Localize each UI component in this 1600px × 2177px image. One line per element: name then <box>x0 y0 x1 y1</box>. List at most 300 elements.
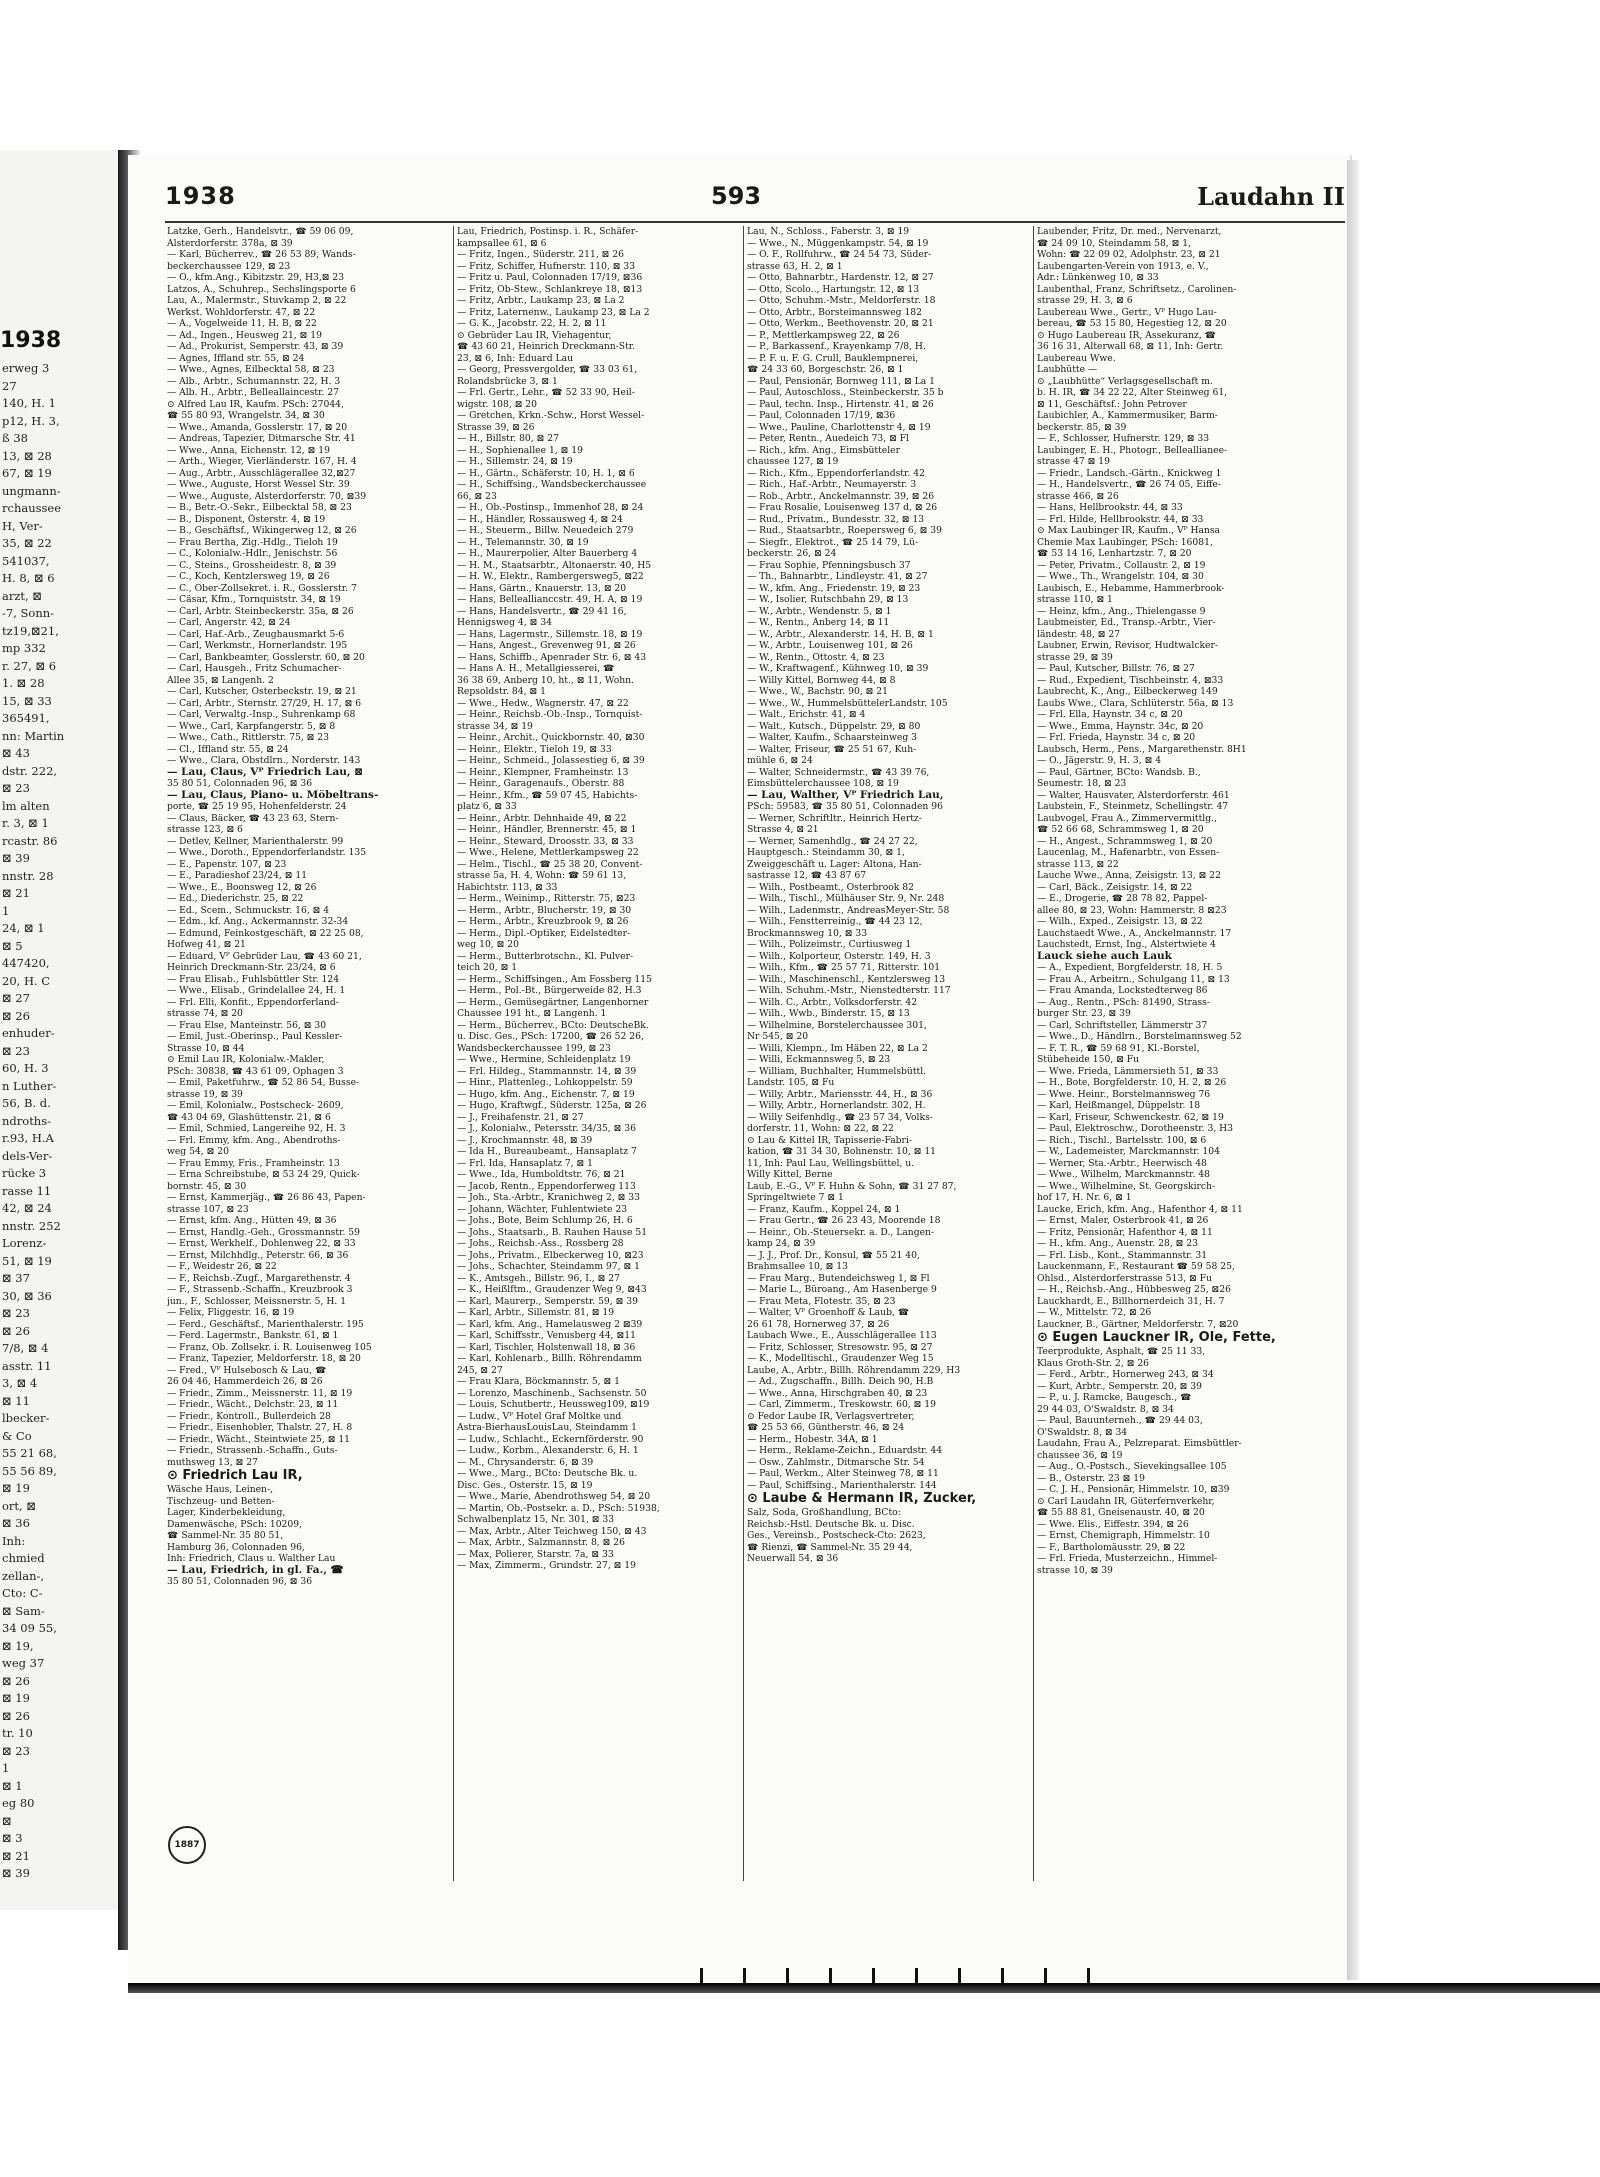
directory-entry-line: — Heinr., Kfm., ☎ 59 07 45, Habichts- <box>457 789 638 801</box>
previous-page-line: 1. ⊠ 28 <box>2 676 45 690</box>
directory-entry-line: Laubs Wwe., Clara, Schlüterstr. 56a, ⊠ 13 <box>1037 697 1234 709</box>
directory-entry-line: — Wwe., Carl, Karpfangerstr. 5, ⊠ 8 <box>167 720 336 732</box>
directory-entry-line: — Wwe. Frieda, Lämmersieth 51, ⊠ 33 <box>1037 1065 1219 1077</box>
previous-page-line: 51, ⊠ 19 <box>2 1253 52 1268</box>
directory-entry-line: — Frl. Elli, Konfit., Eppendorferland- <box>167 996 339 1008</box>
directory-entry-line: — Hans, Lagermstr., Sillemstr. 18, ⊠ 19 <box>457 628 643 640</box>
header-section-name: Laudahn II <box>1197 182 1345 211</box>
directory-entry-line: — Wilh. Schuhm.-Mstr., Nienstedterstr. 117 <box>747 985 951 996</box>
directory-entry-line: — W., Rentn., Ottostr. 4, ⊠ 23 <box>747 651 885 663</box>
directory-entry-line: — C., Koch, Kentzlersweg 19, ⊠ 26 <box>167 571 330 582</box>
directory-entry-line: — Joh., Sta.-Arbtr., Kranichweg 2, ⊠ 33 <box>457 1192 640 1203</box>
directory-entry-line: — Max, Polierer, Starstr. 7a, ⊠ 33 <box>457 1548 614 1560</box>
directory-entry-line: — H., Händler, Rossausweg 4, ⊠ 24 <box>457 513 623 525</box>
directory-entry-line: ⊠ 11, Geschäftsf.: John Petrover <box>1037 398 1187 410</box>
header-rule <box>165 221 1345 223</box>
directory-entry-line: — Wwe., Agnes, Eilbecktal 58, ⊠ 23 <box>167 364 335 375</box>
directory-entry-line: — Fritz, Schlosser, Stresowstr. 95, ⊠ 27 <box>747 1341 933 1353</box>
directory-entry-line: 29 44 03, O'Swaldstr. 8, ⊠ 34 <box>1037 1403 1174 1415</box>
directory-entry-line: — Emil, Just.-Oberinsp., Paul Kessler- <box>167 1031 343 1042</box>
directory-column-4 <box>1037 226 1319 1881</box>
previous-page-line: ⊠ 26 <box>2 1008 30 1023</box>
directory-entry-line: — F., Schlosser, Hufnerstr. 129, ⊠ 33 <box>1037 433 1210 444</box>
directory-entry-line: — Ernst, Milchhdlg., Peterstr. 66, ⊠ 36 <box>167 1249 349 1261</box>
directory-entry-line: ⊙ „Laubhütte“ Verlagsgesellschaft m. <box>1037 375 1213 387</box>
directory-entry-line: — Wwe., Hermine, Schleidenplatz 19 <box>457 1054 631 1065</box>
directory-entry-line: — Carl, Haf.-Arb., Zeughausmarkt 5-6 <box>167 628 345 640</box>
directory-entry-line: — O., Jägerstr. 9, H. 3, ⊠ 4 <box>1037 755 1162 766</box>
directory-entry-line: — Ernst, Maler, Osterbrook 41, ⊠ 26 <box>1037 1215 1209 1226</box>
directory-entry-line: Reichsb.-Hstl. Deutsche Bk. u. Disc. <box>747 1518 915 1530</box>
directory-entry-line: Salz, Soda, Großhandlung, BCto: <box>747 1507 901 1518</box>
directory-entry-line: Laubner, Erwin, Revisor, Hudtwalcker- <box>1037 640 1218 651</box>
directory-entry-line: Laubsch, Herm., Pens., Margarethenstr. 8H1 <box>1037 743 1247 755</box>
directory-entry-line: strasse 5a, H. 4, Wohn: ☎ 59 61 13, <box>457 870 627 881</box>
page-header <box>165 180 1345 220</box>
directory-entry-line: Werkst. Wohldorferstr. 47, ⊠ 22 <box>167 306 316 318</box>
directory-entry-line: — K., Modelltischl., Graudenzer Weg 15 <box>747 1353 934 1364</box>
previous-page-line: lbecker- <box>2 1411 50 1425</box>
directory-entry-line: — Wwe., Doroth., Eppendorferlandstr. 135 <box>167 847 367 858</box>
directory-entry-line: Strasse 10, ⊠ 44 <box>167 1042 245 1054</box>
directory-entry-line: — Franz, Ob. Zollsekr. i. R. Louisenweg 105 <box>167 1341 372 1353</box>
directory-entry-line: ländestr. 48, ⊠ 27 <box>1037 628 1121 640</box>
directory-entry-line: chaussee 36, ⊠ 19 <box>1037 1449 1123 1461</box>
directory-entry-line: — Karl, Heißmangel, Düppelstr. 18 <box>1037 1100 1201 1111</box>
directory-entry-line: — Ernst, Werkhelf., Dohlenweg 22, ⊠ 33 <box>167 1238 356 1249</box>
directory-entry-line: — Frl. Frieda, Haynstr. 34 c, ⊠ 20 <box>1037 732 1196 743</box>
directory-column-1 <box>167 226 449 1881</box>
directory-entry-line: strasse 110, ⊠ 1 <box>1037 594 1113 605</box>
directory-entry-line: — H., Reichsb.-Ang., Hübbesweg 25, ⊠26 <box>1037 1284 1231 1295</box>
directory-entry-line: — Lau, Friedrich, in gl. Fa., ☎ <box>167 1564 344 1576</box>
directory-entry-line: — Frl. Hildeg., Stammannstr. 14, ⊠ 39 <box>457 1065 637 1077</box>
directory-entry-line: — W., Arbtr., Wendenstr. 5, ⊠ 1 <box>747 605 892 617</box>
directory-entry-line: — Hans, Belleallianccstr. 49, H. A, ⊠ 19 <box>457 594 643 605</box>
directory-entry-line: — Heinr., Ob.-Steuersekr. a. D., Langen- <box>747 1226 935 1238</box>
previous-page-line: 34 09 55, <box>2 1621 57 1635</box>
directory-entry-line: Lager, Kinderbekleidung, <box>167 1507 286 1518</box>
directory-entry-line: strasse 466, ⊠ 26 <box>1037 490 1119 502</box>
directory-entry-line: — Hinr., Plattenleg., Lohkoppelstr. 59 <box>457 1077 633 1088</box>
directory-entry-line: — Hugo, kfm. Ang., Eichenstr. 7, ⊠ 19 <box>457 1088 635 1100</box>
directory-entry-line: — Walt., Kutsch., Düppelstr. 29, ⊠ 80 <box>747 720 921 732</box>
previous-page-line: 140, H. 1 <box>2 396 56 410</box>
directory-entry-line: Allee 35, ⊠ Langenh. 2 <box>167 674 274 686</box>
directory-entry-line: — Karl, Maurerp., Semperstr. 59, ⊠ 39 <box>457 1295 638 1307</box>
directory-entry-line: — Rich., Tischl., Bartelsstr. 100, ⊠ 6 <box>1037 1134 1207 1146</box>
directory-entry-line: — Karl, Bücherrev., ☎ 26 53 89, Wands- <box>167 249 356 260</box>
directory-entry-line: — Wwe., E., Boonsweg 12, ⊠ 26 <box>167 881 317 893</box>
directory-entry-line: Astra-BierhausLouisLau, Steindamm 1 <box>457 1422 637 1433</box>
directory-entry-line: — Johs., Privatm., Elbeckerweg 10, ⊠23 <box>457 1249 644 1261</box>
directory-entry-line: Landstr. 105, ⊠ Fu <box>747 1077 835 1088</box>
directory-entry-line: Laucke, Erich, kfm. Ang., Hafenthor 4, ⊠ 11 <box>1037 1203 1243 1215</box>
directory-entry-line: — Emil, Schmied, Langereihe 92, H. 3 <box>167 1123 346 1134</box>
directory-entry-line: — Frau Elisab., Fuhlsbüttler Str. 124 <box>167 973 340 985</box>
directory-entry-line: — Alb. H., Arbtr., Belleallaincestr. 27 <box>167 387 340 398</box>
previous-page-line: arzt, ⊠ <box>2 588 42 603</box>
directory-entry-line: 35 80 51, Colonnaden 96, ⊠ 36 <box>167 1576 313 1587</box>
directory-entry-line: — J., Freihafenstr. 21, ⊠ 27 <box>457 1111 584 1123</box>
directory-entry-line: 23, ⊠ 6, Inh: Eduard Lau <box>457 352 573 364</box>
directory-entry-line: — Wwe., Ida, Humboldtstr. 76, ⊠ 21 <box>457 1169 626 1180</box>
previous-page-line: ⊠ 23 <box>2 1306 30 1320</box>
previous-page-line: 20, H. C <box>2 973 51 988</box>
directory-column-3 <box>747 226 1029 1881</box>
previous-page-line: ndroths- <box>2 1113 52 1128</box>
directory-entry-line: — Georg, Pressvergolder, ☎ 33 03 61, <box>457 364 638 375</box>
directory-entry-line: kamp 24, ⊠ 39 <box>747 1238 816 1249</box>
directory-entry-line: — Wwe., Auguste, Alsterdorferstr. 70, ⊠39 <box>167 490 367 502</box>
directory-entry-line: — Karl, Schiffsstr., Venusberg 44, ⊠11 <box>457 1330 636 1341</box>
directory-entry-line: Laubinger, E. H., Photogr., Belleallianee- <box>1037 444 1228 456</box>
directory-entry-line: — Willy, Arbtr., Mariensstr. 44, H., ⊠ 36 <box>747 1088 933 1100</box>
directory-entry-line: ☎ Sammel-Nr. 35 80 51, <box>167 1530 284 1541</box>
directory-entry-line: u. Disc. Ges., PSch: 17200, ☎ 26 52 26, <box>457 1031 644 1042</box>
directory-entry-line: — Arth., Wieger, Vierländerstr. 167, H. 4 <box>167 456 357 467</box>
directory-entry-line: teich 20, ⊠ 1 <box>457 962 518 973</box>
directory-entry-line: Laubvogel, Frau A., Zimmervermittlg., <box>1037 812 1217 824</box>
directory-entry-line: — Heinr., Archit., Quickbornstr. 40, ⊠30 <box>457 732 645 743</box>
directory-entry-line: — Herm., Arbtr., Blucherstr. 19, ⊠ 30 <box>457 904 632 916</box>
directory-entry-line: — Willy Seifenhdlg., ☎ 23 57 34, Volks- <box>747 1111 933 1123</box>
previous-page-line: asstr. 11 <box>2 1358 52 1373</box>
previous-page-line: ⊠ Sam- <box>2 1603 45 1618</box>
directory-entry-line: Laubender, Fritz, Dr. med., Nervenarzt, <box>1037 226 1222 237</box>
directory-entry-line: — E., Papenstr. 107, ⊠ 23 <box>167 858 287 870</box>
directory-entry-line: — W., Arbtr., Alexanderstr. 14, H. B, ⊠ 1 <box>747 628 934 640</box>
directory-entry-line: — Felix, Fliggestr. 16, ⊠ 19 <box>167 1307 295 1318</box>
directory-entry-line: Laubisch, E., Hebamme, Hammerbrook- <box>1037 582 1225 594</box>
directory-entry-line: — Friedr., Strassenb.-Schaffn., Guts- <box>167 1445 338 1456</box>
previous-page-line: lm alten <box>2 798 50 813</box>
directory-entry-line: — Ernst, Kammerjäg., ☎ 26 86 43, Papen- <box>167 1192 366 1203</box>
directory-entry-line: — W., Isolier, Rutschbahn 29, ⊠ 13 <box>747 594 909 605</box>
directory-entry-line: Rolandsbrücke 3, ⊠ 1 <box>457 375 558 387</box>
directory-entry-line: Lauchstedt, Ernst, Ing., Alstertwiete 4 <box>1037 939 1216 950</box>
directory-entry-line: — Detlev, Kellner, Marienthalerstr. 99 <box>167 835 344 847</box>
directory-entry-line: — Friedr., Landsch.-Gärtn., Knickweg 1 <box>1037 467 1222 479</box>
directory-entry-line: — Heinr., Arbtr. Dehnhaide 49, ⊠ 22 <box>457 812 627 824</box>
directory-entry-line: ⊙ Lau & Kittel IR, Tapisserie-Fabri- <box>747 1134 912 1146</box>
previous-page-line: Inh: <box>2 1533 26 1548</box>
directory-entry-line: — P., u. J. Ramcke, Baugesch., ☎ <box>1037 1392 1192 1403</box>
directory-entry-line: — Frau Gertr., ☎ 26 23 43, Moorende 18 <box>747 1215 941 1226</box>
directory-entry-line: — Siegfr., Elektrot., ☎ 25 14 79, Lü- <box>747 536 919 548</box>
directory-entry-line: — H., Bote, Borgfelderstr. 10, H. 2, ⊠ 26 <box>1037 1077 1227 1088</box>
directory-entry-line: — Fritz, Pensionär, Hafenthor 4, ⊠ 11 <box>1037 1226 1213 1238</box>
directory-entry-line: Lauche Wwe., Anna, Zeisigstr. 13, ⊠ 22 <box>1037 870 1221 881</box>
directory-entry-line: — Hans, Angest., Grevenweg 91, ⊠ 26 <box>457 640 636 651</box>
directory-entry-line: — Ed., Scem., Schmuckstr. 16, ⊠ 4 <box>167 904 330 916</box>
directory-entry-line: Nr 545, ⊠ 20 <box>747 1031 809 1042</box>
previous-page-line: ⊠ 11 <box>2 1393 30 1408</box>
directory-entry-line: — Emil, Paketfuhrw., ☎ 52 86 54, Busse- <box>167 1077 360 1088</box>
previous-page-line: rcastr. 86 <box>2 833 58 848</box>
header-year: 1938 <box>165 182 236 210</box>
directory-entry-line: — Paul, Pensionär, Bornweg 111, ⊠ La 1 <box>747 375 936 387</box>
directory-entry-line: — B., Disponent, Österstr. 4, ⊠ 19 <box>167 513 326 525</box>
previous-page-line: 541037, <box>2 553 50 568</box>
directory-entry-line: Wohn: ☎ 22 09 02, Adolphstr. 23, ⊠ 21 <box>1037 249 1221 260</box>
directory-entry-line: — Gretchen, Krkn.-Schw., Horst Wessel- <box>457 410 645 421</box>
directory-entry-line: — Paul, techn. Insp., Hirtenstr. 41, ⊠ 26 <box>747 398 934 410</box>
directory-entry-line: — Johs., Reichsb.-Ass., Rossberg 28 <box>457 1238 624 1249</box>
directory-entry-line: — H., Telemannstr. 30, ⊠ 19 <box>457 536 589 548</box>
previous-page-line: rchaussee <box>2 501 62 515</box>
directory-entry-line: Laubichler, A., Kammermusiker, Barm- <box>1037 410 1218 421</box>
directory-entry-line: ⊙ Fedor Laube IR, Verlagsvertreter, <box>747 1410 915 1422</box>
previous-page-line: 30, ⊠ 36 <box>2 1288 52 1303</box>
directory-entry-line: — Peter, Privatm., Collaustr. 2, ⊠ 19 <box>1037 559 1206 571</box>
previous-page-line: rücke 3 <box>2 1166 47 1180</box>
directory-entry-line: Schwalbenplatz 15, Nr. 301, ⊠ 33 <box>457 1514 615 1525</box>
directory-entry-line: — Wwe., Cath., Rittlerstr. 75, ⊠ 23 <box>167 732 329 743</box>
directory-entry-line: muthsweg 13, ⊠ 27 <box>167 1456 258 1468</box>
previous-page-line: Cto: C- <box>2 1586 43 1600</box>
directory-entry-line: beckerstr. 85, ⊠ 39 <box>1037 421 1127 433</box>
directory-entry-line: — Fritz u. Paul, Colonnaden 17/19, ⊠36 <box>457 272 643 283</box>
previous-page-line: 13, ⊠ 28 <box>2 448 52 463</box>
previous-page-edge <box>0 150 126 1910</box>
directory-entry-line: — W., Arbtr., Louisenweg 101, ⊠ 26 <box>747 640 913 651</box>
directory-entry-line: — Wwe., Th., Wrangelstr. 104, ⊠ 30 <box>1037 571 1204 582</box>
previous-page-line: nnstr. 252 <box>2 1218 61 1233</box>
directory-entry-line: — Walter, Kaufm., Schaarsteinweg 3 <box>747 732 918 743</box>
directory-entry-line: — K., Amtsgeh., Billstr. 96, I., ⊠ 27 <box>457 1272 620 1284</box>
directory-entry-line: — Kurt, Arbtr., Semperstr. 20, ⊠ 39 <box>1037 1380 1202 1392</box>
directory-entry-line: Laucenlag, M., Hafenarbtr., von Essen- <box>1037 847 1220 858</box>
directory-entry-line: — Osw., Zahlmstr., Ditmarsche Str. 54 <box>747 1456 925 1468</box>
directory-entry-line: — H., Gärtn., Schäferstr. 10, H. 1, ⊠ 6 <box>457 467 635 479</box>
directory-entry-line: — P., Mettlerkampsweg 22, ⊠ 26 <box>747 329 900 341</box>
directory-entry-line: — Walter, Hausvater, Alsterdorferstr. 461 <box>1037 789 1230 801</box>
previous-page-line: tz19,⊠21, <box>2 623 59 638</box>
directory-entry-line: Latzke, Gerh., Handelsvtr., ☎ 59 06 09, <box>167 226 354 237</box>
directory-entry-line: weg 10, ⊠ 20 <box>457 939 519 950</box>
directory-entry-line: Hamburg 36, Colonnaden 96, <box>167 1541 305 1553</box>
directory-entry-line: — F., Weidestr 26, ⊠ 22 <box>167 1261 277 1272</box>
directory-entry-line: — Fritz, Laternenw., Laukamp 23, ⊠ La 2 <box>457 306 650 318</box>
directory-entry-line: — B., Osterstr. 23 ⊠ 19 <box>1037 1472 1145 1484</box>
directory-entry-line: — Ferd., Geschäftsf., Marienthalerstr. 195 <box>167 1318 364 1330</box>
directory-entry-line: — Wwe., Anna, Eichenstr. 12, ⊠ 19 <box>167 444 330 456</box>
directory-entry-line: Brahmsallee 10, ⊠ 13 <box>747 1261 848 1272</box>
directory-entry-line: — Wilh., Ladenmstr., AndreasMeyer-Str. 58 <box>747 904 950 916</box>
previous-page-line: ungmann- <box>2 483 61 498</box>
directory-entry-line: platz 6, ⊠ 33 <box>457 801 517 812</box>
directory-entry-line: — Carl, Schriftsteller, Lämmerstr 37 <box>1037 1019 1208 1031</box>
directory-entry-line: — Carl, Arbtr. Steinbeckerstr. 35a, ⊠ 26 <box>167 605 354 617</box>
directory-entry-line: — Wilh., Polizeimstr., Curtiusweg 1 <box>747 939 912 950</box>
directory-entry-line: — H., Angest., Schrammsweg 1, ⊠ 20 <box>1037 835 1213 847</box>
directory-entry-line: — P. F. u. F. G. Crull, Bauklempnerei, <box>747 352 919 364</box>
directory-entry-line: — Friedr., Zimm., Meissnerstr. 11, ⊠ 19 <box>167 1387 353 1399</box>
directory-entry-line: — Wwe., W., HummelsbüttelerLandstr. 105 <box>747 697 948 709</box>
directory-entry-line: — Paul, Autoschloss., Steinbeckerstr. 35 b <box>747 387 944 398</box>
directory-entry-line: weg 54, ⊠ 20 <box>167 1146 229 1157</box>
directory-entry-line: — Frl. Ella, Haynstr. 34 c, ⊠ 20 <box>1037 709 1183 720</box>
previous-page-line: dels-Ver- <box>2 1148 53 1163</box>
previous-page-line: rasse 11 <box>2 1183 52 1198</box>
directory-entry-line: — Wilh., Tischl., Mülhäuser Str. 9, Nr. 248 <box>747 893 945 904</box>
directory-entry-line: — Walter, Vᴾ Groenhoff & Laub, ☎ <box>747 1307 910 1318</box>
directory-entry-line: — Wwe., Hedw., Wagnerstr. 47, ⊠ 22 <box>457 697 629 709</box>
previous-page-line: ⊠ 39 <box>2 851 30 865</box>
directory-entry-line: — Frau Amanda, Lockstedterweg 86 <box>1037 985 1208 996</box>
previous-page-line: 42, ⊠ 24 <box>2 1201 52 1215</box>
column-divider <box>453 226 454 1881</box>
directory-entry-line: — B., Geschäftsf., Wikingerweg 12, ⊠ 26 <box>167 525 357 536</box>
directory-entry-line: — Frl. Gertr., Lehr., ☎ 52 33 90, Heil- <box>457 387 635 398</box>
directory-entry-line: — Wwe., Wilhelm, Marckmannstr. 48 <box>1037 1169 1210 1180</box>
directory-entry-line: Habichtstr. 113, ⊠ 33 <box>457 881 558 893</box>
previous-page-lines <box>2 360 64 1883</box>
directory-entry-line: Tischzeug- und Betten- <box>167 1495 275 1507</box>
directory-entry-line: — Hans, Hellbrookstr. 44, ⊠ 33 <box>1037 502 1183 513</box>
directory-entry-line: Laubmeister, Ed., Transp.-Arbtr., Vier- <box>1037 617 1216 628</box>
previous-page-line: H, Ver- <box>2 518 43 533</box>
previous-page-line: ⊠ 21 <box>2 886 30 900</box>
previous-page-line: ⊠ 27 <box>2 991 30 1005</box>
directory-entry-line: — Wwe., Wilhelmine, St. Georgskirch- <box>1037 1180 1216 1192</box>
directory-entry-line: — Claus, Bäcker, ☎ 43 23 63, Stern- <box>167 812 339 824</box>
previous-page-line: r.93, H.A <box>2 1131 54 1145</box>
directory-entry-line: Zweiggeschäft u. Lager: Altona, Han- <box>747 858 922 870</box>
directory-entry-line: Lau, N., Schloss., Faberstr. 3, ⊠ 19 <box>747 226 910 237</box>
directory-entry-line: — Herm., Bücherrev., BCto: DeutscheBk. <box>457 1019 649 1031</box>
directory-entry-line: — Carl, Bankbeamter, Gosslerstr. 60, ⊠ 20 <box>167 651 365 663</box>
directory-entry-line: — Heinz, kfm., Ang., Thielengasse 9 <box>1037 605 1206 617</box>
directory-entry-line: Adr.: Lünkenweg 10, ⊠ 33 <box>1037 272 1159 283</box>
directory-entry-line: strasse 19, ⊠ 39 <box>167 1088 243 1100</box>
previous-page-line: 35, ⊠ 22 <box>2 536 52 550</box>
directory-entry-line: Laubrecht, K., Ang., Eilbeckerweg 149 <box>1037 686 1218 697</box>
scan-bottom-edge <box>128 1983 1600 1993</box>
directory-entry-line: — Max, Arbtr., Salzmannstr. 8, ⊠ 26 <box>457 1537 625 1548</box>
directory-entry-line: — Aug., O.-Postsch., Sievekingsallee 105 <box>1037 1461 1227 1472</box>
directory-entry-line: ☎ 43 04 69, Glashüttenstr. 21, ⊠ 6 <box>167 1111 331 1123</box>
directory-entry-line: Teerprodukte, Asphalt, ☎ 25 11 33, <box>1037 1346 1206 1357</box>
directory-entry-line: Chaussee 191 ht., ⊠ Langenh. 1 <box>457 1008 607 1019</box>
directory-entry-line: — Ludw., Korbm., Alexanderstr. 6, H. 1 <box>457 1445 639 1456</box>
previous-page-line: ⊠ 23 <box>2 1043 30 1058</box>
column-divider <box>1033 226 1034 1881</box>
directory-entry-line: strasse 47 ⊠ 19 <box>1037 456 1110 467</box>
directory-entry-line: Ges., Vereinsb., Postscheck-Cto: 2623, <box>747 1530 926 1541</box>
directory-entry-line: — Frau Bertha, Zig.-Hdlg., Tieloh 19 <box>167 536 338 548</box>
directory-entry-line: — Lau, Claus, Piano- u. Möbeltrans- <box>167 789 379 801</box>
directory-entry-line: strasse 10, ⊠ 39 <box>1037 1564 1113 1576</box>
directory-entry-line: — H., Handelsvertr., ☎ 26 74 05, Eiffe- <box>1037 479 1221 490</box>
previous-page-line: ⊠ 3 <box>2 1831 23 1845</box>
directory-entry-line: ⊙ Laube & Hermann IR, Zucker, <box>747 1491 977 1506</box>
directory-entry-line: kampsallee 61, ⊠ 6 <box>457 237 547 249</box>
previous-page-line: ⊠ 36 <box>2 1516 30 1530</box>
previous-page-line: 365491, <box>2 711 50 725</box>
directory-entry-line: Inh: Friedrich, Claus u. Walther Lau <box>167 1553 336 1564</box>
directory-entry-line: ☎ 24 33 60, Borgeschstr. 26, ⊠ 1 <box>747 364 904 375</box>
previous-page-line: dstr. 222, <box>2 763 58 778</box>
directory-entry-line: — Wilh., Kolporteur, Osterstr. 149, H. 3 <box>747 950 931 962</box>
directory-entry-line: ⊙ Eugen Lauckner IR, Öle, Fette, <box>1037 1330 1276 1345</box>
directory-entry-line: bornstr. 45, ⊠ 30 <box>167 1180 247 1192</box>
directory-entry-line: — Wilh., Maschinenschl., Kentzlersweg 13 <box>747 973 946 985</box>
previous-page-line: ⊠ 5 <box>2 938 23 953</box>
directory-entry-line: ⊙ Friedrich Lau IR, <box>167 1468 303 1483</box>
directory-entry-line: Seumestr. 18, ⊠ 23 <box>1037 778 1127 789</box>
directory-column-2 <box>457 226 739 1881</box>
previous-page-line: -7, Sonn- <box>2 606 55 620</box>
directory-entry-line: kation, ☎ 31 34 30, Bohnenstr. 10, ⊠ 11 <box>747 1146 937 1157</box>
directory-entry-line: 36 16 31, Alterwall 68, ⊠ 11, Inh: Gertr. <box>1037 341 1224 352</box>
directory-entry-line: Laub, E.-G., Vᴾ F. Huhn & Sohn, ☎ 31 27 87, <box>747 1180 957 1192</box>
directory-entry-line: — W., Kraftwagenf., Kühnweg 10, ⊠ 39 <box>747 663 929 674</box>
directory-entry-line: — Carl, Hausgeh., Fritz Schumacher- <box>167 663 342 674</box>
previous-page-heading: 1938 <box>0 328 62 353</box>
directory-entry-line: Strasse 39, ⊠ 26 <box>457 421 535 433</box>
directory-entry-line: allee 80, ⊠ 23, Wohn: Hammerstr. 8 ⊠23 <box>1037 904 1227 916</box>
previous-page-line: 3, ⊠ 4 <box>2 1376 38 1390</box>
directory-entry-line: — Hugo, Kraftwgf., Süderstr. 125a, ⊠ 26 <box>457 1100 647 1111</box>
directory-entry-line: ☎ Rienzi, ☎ Sammel-Nr. 35 29 44, <box>747 1541 913 1553</box>
previous-page-line: ort, ⊠ <box>2 1498 36 1513</box>
directory-entry-line: beckerchaussee 129, ⊠ 23 <box>167 260 291 272</box>
directory-entry-line: — Rud., Privatm., Bundesstr. 32, ⊠ 13 <box>747 513 925 525</box>
previous-page-line: 27 <box>2 378 17 393</box>
previous-page-line: ⊠ 39 <box>2 1866 30 1880</box>
directory-entry-line: — Aug., Arbtr., Ausschlägerallee 32,⊠27 <box>167 467 356 479</box>
previous-page-line: nnstr. 28 <box>2 868 54 883</box>
directory-entry-line: Alsterdorferstr. 378a, ⊠ 39 <box>167 237 293 249</box>
directory-entry-line: Springeltwiete 7 ⊠ 1 <box>747 1192 844 1203</box>
directory-entry-line: — Werner, Schriftltr., Heinrich Hertz- <box>747 812 922 824</box>
directory-entry-line: strasse 29, H. 3, ⊠ 6 <box>1037 295 1133 306</box>
directory-entry-line: — Hans, Schiffb., Apenrader Str. 6, ⊠ 43 <box>457 651 647 663</box>
directory-entry-line: — Peter, Rentn., Auedeich 73, ⊠ Fl <box>747 433 909 444</box>
directory-entry-line: — Otto, Schuhm.-Mstr., Meldorferstr. 18 <box>747 295 936 306</box>
directory-entry-line: — Paul, Kutscher, Billstr. 76, ⊠ 27 <box>1037 663 1195 674</box>
directory-entry-line: — Lorenzo, Maschinenb., Sachsenstr. 50 <box>457 1387 647 1399</box>
directory-entry-line: — Frl. Emmy, kfm. Ang., Abendroths- <box>167 1134 341 1146</box>
directory-entry-line: — Frl. Lisb., Kont., Stammannstr. 31 <box>1037 1249 1208 1261</box>
directory-entry-line: Laubach Wwe., E., Ausschlägerallee 113 <box>747 1330 937 1341</box>
directory-entry-line: — A., Vogelweide 11, H. B, ⊠ 22 <box>167 318 317 329</box>
directory-entry-line: — Fritz, Ingen., Süderstr. 211, ⊠ 26 <box>457 249 624 260</box>
directory-entry-line: — Hans, Handelsvertr., ☎ 29 41 16, <box>457 605 627 617</box>
directory-entry-line: burger Str. 23, ⊠ 39 <box>1037 1008 1131 1019</box>
directory-entry-line: — Ludw., Schlacht., Eckernförderstr. 90 <box>457 1433 644 1445</box>
directory-entry-line: dorferstr. 11, Wohn: ⊠ 22, ⊠ 22 <box>747 1123 894 1134</box>
directory-entry-line: — Paul, Colonnaden 17/19, ⊠36 <box>747 410 896 421</box>
directory-entry-line: — Frl. Ida, Hansaplatz 7, ⊠ 1 <box>457 1157 593 1169</box>
directory-entry-line: — Lau, Walther, Vᴾ Friedrich Lau, <box>747 789 944 801</box>
directory-entry-line: — Th., Bahnarbtr., Lindleystr. 41, ⊠ 27 <box>747 571 928 582</box>
directory-entry-line: — H., Maurerpolier, Alter Bauerberg 4 <box>457 548 638 559</box>
directory-entry-line: — Paul, Bauunterneh., ☎ 29 44 03, <box>1037 1415 1203 1426</box>
previous-page-line: 1 <box>2 903 10 918</box>
previous-page-line: 67, ⊠ 19 <box>2 466 52 480</box>
directory-entry-line: Latzos, A., Schuhrep., Sechslingsporte 6 <box>167 283 356 295</box>
directory-entry-line: — Heinr., Schmeid., Jolassestieg 6, ⊠ 39 <box>457 755 645 766</box>
previous-page-line: enhuder- <box>2 1026 55 1040</box>
directory-entry-line: — Frau Rosalie, Louisenweg 137 d, ⊠ 26 <box>747 502 938 513</box>
directory-entry-line: Klaus Groth-Str. 2, ⊠ 26 <box>1037 1357 1150 1369</box>
directory-entry-line: — Wilh., Exped., Zeisigstr. 13, ⊠ 22 <box>1037 916 1203 927</box>
directory-entry-line: — Edmund, Feinkostgeschäft, ⊠ 22 25 08, <box>167 927 364 939</box>
directory-entry-line: — B., Betr.-O.-Sekr., Eilbecktal 58, ⊠ 23 <box>167 502 352 513</box>
